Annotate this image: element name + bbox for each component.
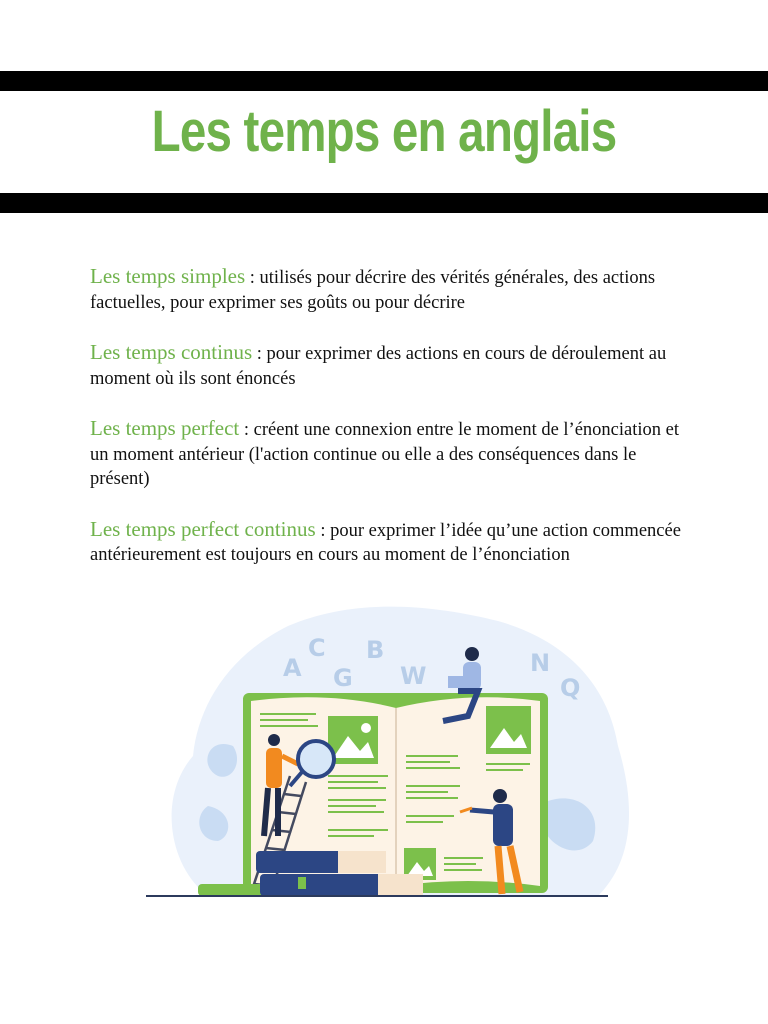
letter-a: A (283, 654, 302, 682)
section-continuous (90, 340, 690, 391)
section-term: Les temps simples (90, 264, 246, 288)
page-title: Les temps en anglais (151, 99, 617, 164)
letter-n: N (530, 649, 551, 677)
section-term: Les temps perfect continus (90, 516, 316, 541)
letter-g: G (333, 664, 353, 692)
tenses-list (90, 264, 690, 593)
section-text: pour exprimer l’idée qu’une action commencée antérieurement est toujours en cours au moment de l’énonciation (90, 520, 681, 565)
section-term: Les temps continus (90, 340, 253, 364)
section-text: pour exprimer des actions en cours de déroulement au moment où ils sont énoncés (90, 344, 667, 389)
letter-b: B (366, 636, 385, 664)
top-black-bar (0, 71, 768, 91)
section-perfect-continuous (90, 517, 690, 568)
image-placeholder-icon (486, 706, 531, 754)
section-perfect (90, 416, 690, 492)
section-separator: : (239, 420, 254, 440)
letter-q: Q (560, 674, 581, 702)
letter-c: C (308, 634, 326, 662)
section-simple (90, 264, 690, 315)
section-separator: : (245, 268, 260, 288)
section-separator: : (315, 520, 331, 541)
section-separator: : (252, 344, 267, 364)
bottom-black-bar (0, 193, 768, 213)
letter-w: W (400, 662, 427, 690)
section-term: Les temps perfect (90, 416, 240, 440)
section-text: utilisés pour décrire des vérités générales, des actions factuelles, pour exprimer ses goûts ou pour décrire (90, 268, 656, 313)
section-text: créent une connexion entre le moment de l’énonciation et un moment antérieur (l'action continue ou elle a des conséquences dans le présent) (90, 420, 680, 489)
book-learning-illustration (138, 596, 638, 906)
